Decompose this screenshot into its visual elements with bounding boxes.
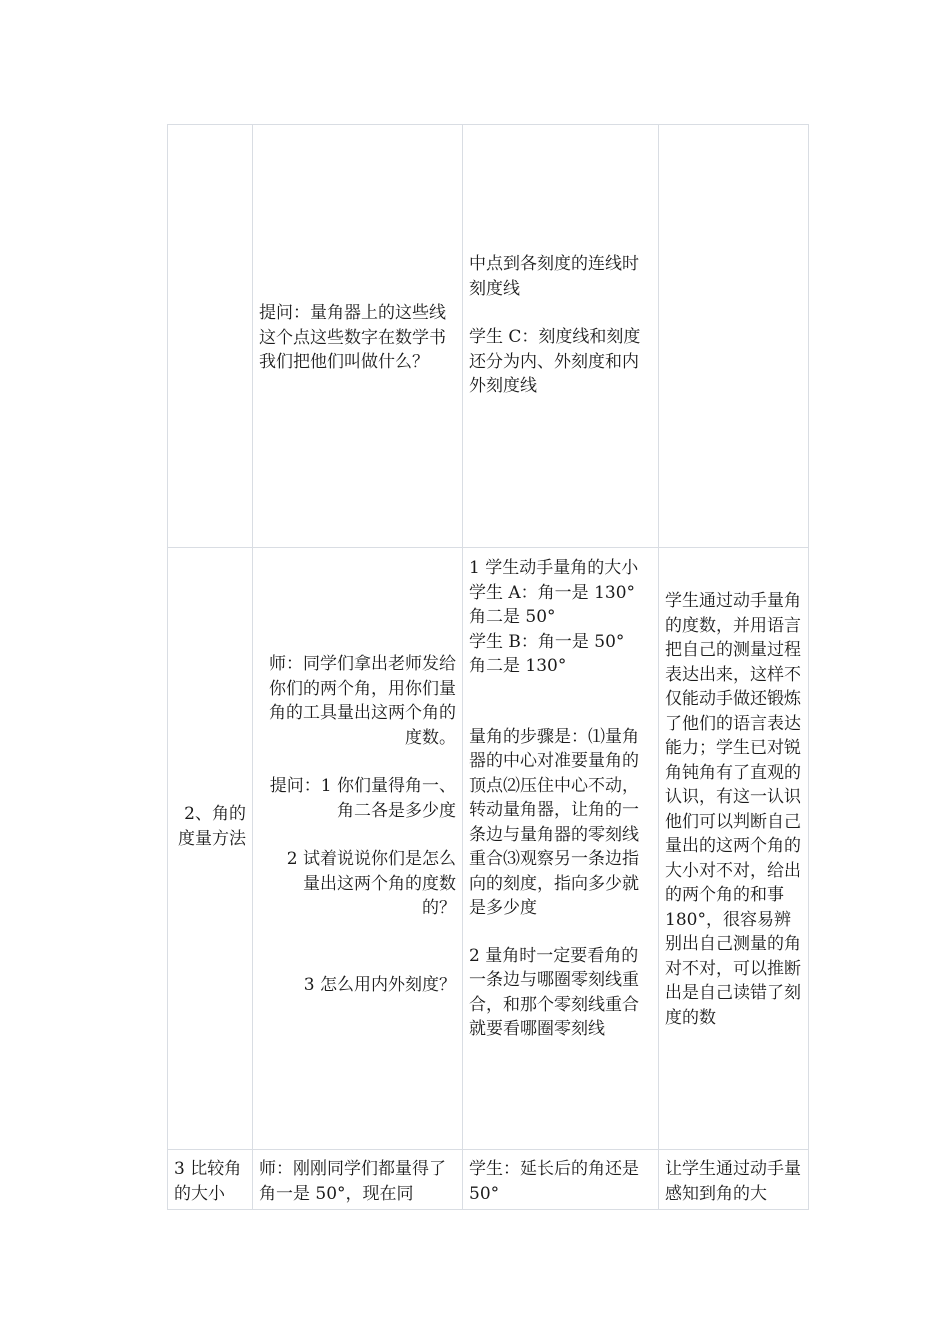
section-title: 2、角的度量方法 (178, 804, 246, 849)
answer-text: 学生 C：刻度线和刻度还分为内、外刻度和内外刻度线 (469, 327, 641, 396)
teacher-text: 师：同学们拿出老师发给你们的两个角，用你们量角的工具量出这两个角的度数。 (269, 654, 456, 748)
intent-text: 让学生通过动手量感知到角的大 (665, 1159, 801, 1204)
answer-line: 1 学生动手量角的大小 (469, 558, 639, 578)
table-cell (168, 548, 253, 1150)
table-cell (463, 1150, 659, 1210)
answer-line: 角二是 50° (469, 607, 556, 627)
table-cell (463, 125, 659, 548)
answer-line: 角二是 130° (469, 656, 567, 676)
table-row (168, 548, 809, 1150)
answer-text: 量角的步骤是：⑴量角器的中心对准要量角的顶点⑵压住中心不动，转动量角器，让角的一条边与量角器的零刻线重合⑶观察另一条边指向的刻度，指向多少就是多少度 (469, 726, 639, 918)
answer-text: 学生：延长后的角还是 50° (469, 1159, 639, 1204)
lesson-plan-table (167, 124, 809, 1210)
intent-text: 学生通过动手量角的度数，并用语言把自己的测量过程表达出来，这样不仅能动手做还锻炼了他们的语言表达能力；学生已对锐角钝角有了直观的认识，有这一认识他们可以判断自己量出的这两个角的大小对不对，给出的两个角的和事180°，很容易辨别出自己测量的角对不对，可以推断出是自己读错了刻度的数 (665, 591, 801, 1028)
answer-line: 学生 A：角一是 130° (469, 582, 636, 603)
table-cell (659, 1150, 809, 1210)
table-row (168, 125, 809, 548)
table-row (168, 1150, 809, 1210)
table-cell (463, 548, 659, 1150)
section-title: 3 比较角的大小 (174, 1159, 242, 1204)
answer-text: 2 量角时一定要看角的一条边与哪圈零刻线重合，和那个零刻线重合就要看哪圈零刻线 (469, 945, 639, 1039)
table-cell (659, 548, 809, 1150)
teacher-text: 师：刚刚同学们都量得了角一是 50°，现在同 (259, 1159, 446, 1204)
question-text: 2 试着说说你们是怎么量出这两个角的度数的？ (286, 849, 456, 918)
question-text: 提问：量角器上的这些线这个点这些数字在数学书我们把他们叫做什么？ (259, 303, 446, 372)
table-cell (253, 125, 463, 548)
table-cell (168, 1150, 253, 1210)
table-cell (253, 548, 463, 1150)
table-cell (659, 125, 809, 548)
table-cell (168, 125, 253, 548)
table-cell (253, 1150, 463, 1210)
answer-text: 中点到各刻度的连线时刻度线 (469, 254, 639, 299)
question-text: 3 怎么用内外刻度？ (303, 974, 456, 995)
answer-line: 学生 B：角一是 50° (469, 631, 625, 652)
question-text: 提问：1 你们量得角一、角二各是多少度 (269, 776, 456, 821)
